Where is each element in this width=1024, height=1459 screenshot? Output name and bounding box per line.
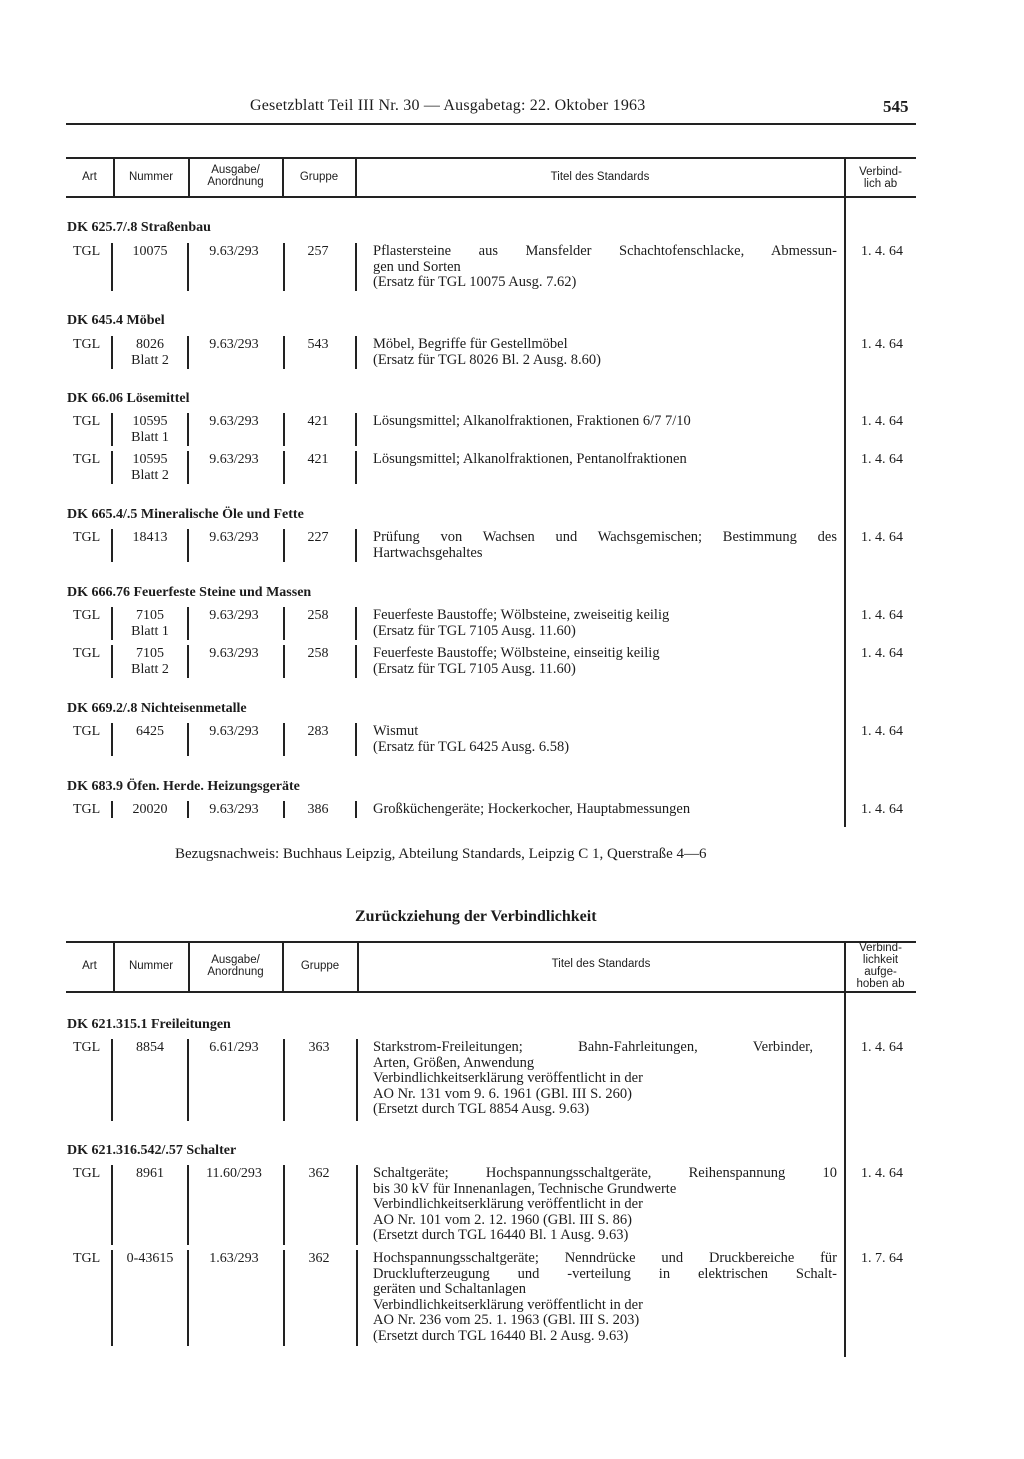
cell-titel: Pflastersteine aus Mansfelder Schachtofenschlacke, Abmessun- gen und Sorten (Ersatz für TGL 10075 Ausg. 7.62) — [373, 243, 837, 290]
table2-header-bottom-rule — [66, 991, 916, 993]
cell-art: TGL — [73, 452, 101, 467]
cell-nummer: 10075 — [132, 244, 168, 259]
header-rule — [66, 123, 916, 125]
cell-gruppe: 283 — [307, 724, 329, 739]
cell-gruppe: 362 — [308, 1166, 330, 1181]
cell-nummer: 10595 Blatt 1 — [131, 414, 169, 445]
cell-ab: 1. 4. 64 — [861, 530, 903, 545]
running-header: Gesetzblatt Teil III Nr. 30 — Ausgabetag: 22. Oktober 1963 — [250, 97, 646, 114]
cell-ab: 1. 4. 64 — [861, 608, 903, 623]
cell-ausgabe: 9.63/293 — [209, 452, 259, 467]
cell-ausgabe: 9.63/293 — [209, 244, 259, 259]
section-heading: DK 665.4/.5 Mineralische Öle und Fette — [67, 507, 304, 522]
col-titel: Titel des Standards — [551, 958, 651, 970]
cell-gruppe: 386 — [307, 802, 329, 817]
section-heading: DK 666.76 Feuerfeste Steine und Massen — [67, 585, 312, 600]
cell-ab: 1. 4. 64 — [861, 1166, 903, 1181]
section2-title: Zurückziehung der Verbindlichkeit — [355, 908, 597, 925]
cell-ab: 1. 4. 64 — [861, 452, 903, 467]
cell-nummer: 6425 — [136, 724, 164, 739]
cell-titel: Lösungsmittel; Alkanolfraktionen, Pentanolfraktionen — [373, 451, 687, 467]
cell-art: TGL — [73, 802, 101, 817]
cell-art: TGL — [73, 724, 101, 739]
cell-titel: Starkstrom-Freileitungen; Bahn-Fahrleitungen, Verbinder, Arten, Größen, Anwendung Verbindlichkeitserklärung veröffentlicht in der AO Nr. 131 vom 9. 6. 1961 (GBl. III S. 260) (Ersetzt durch TGL 8854 Ausg. 9.63) — [373, 1039, 813, 1117]
cell-ab: 1. 4. 64 — [861, 1040, 903, 1055]
cell-art: TGL — [73, 244, 101, 259]
cell-nummer: 18413 — [132, 530, 168, 545]
cell-gruppe: 421 — [307, 452, 329, 467]
col-art: Art — [82, 960, 97, 972]
row-divider — [355, 529, 357, 562]
cell-ausgabe: 9.63/293 — [209, 337, 259, 352]
row-divider — [355, 413, 357, 446]
cell-ausgabe: 9.63/293 — [209, 608, 259, 623]
cell-gruppe: 258 — [307, 608, 329, 623]
cell-ab: 1. 4. 64 — [861, 244, 903, 259]
page-number: 545 — [883, 97, 909, 116]
cell-art: TGL — [73, 646, 101, 661]
col-titel: Titel des Standards — [550, 171, 650, 183]
cell-ausgabe: 11.60/293 — [206, 1166, 262, 1181]
cell-gruppe: 421 — [307, 414, 329, 429]
cell-gruppe: 227 — [307, 530, 329, 545]
row-divider — [356, 1250, 358, 1346]
section-heading: DK 621.315.1 Freileitungen — [67, 1017, 231, 1032]
col-verbindlichkeit-aufgehoben: Verbind- lichkeit aufge- hoben ab — [856, 942, 905, 990]
cell-titel: Wismut (Ersatz für TGL 6425 Ausg. 6.58) — [373, 723, 570, 755]
cell-nummer: 7105 Blatt 2 — [131, 646, 169, 677]
cell-ausgabe: 9.63/293 — [209, 646, 259, 661]
cell-ausgabe: 1.63/293 — [209, 1251, 259, 1266]
section-heading: DK 625.7/.8 Straßenbau — [67, 220, 211, 235]
row-divider — [356, 1165, 358, 1245]
cell-titel: Schaltgeräte; Hochspannungsschaltgeräte, Reihenspannung 10 bis 30 kV für Innenanlagen, Technische Grundwerte Verbindlichkeitserklärung veröffentlicht in der AO Nr. 101 vom 2. 12. 1960 (GBl. III S. 86) (Ersetzt durch TGL 16440 Bl. 1 Ausg. 9.63) — [373, 1165, 837, 1243]
cell-ausgabe: 6.61/293 — [209, 1040, 259, 1055]
cell-art: TGL — [73, 608, 101, 623]
section-heading: DK 66.06 Lösemittel — [67, 391, 190, 406]
section-heading: DK 621.316.542/.57 Schalter — [67, 1143, 237, 1158]
row-divider — [355, 336, 357, 369]
section-heading: DK 683.9 Öfen. Herde. Heizungsgeräte — [67, 779, 300, 794]
cell-titel: Großküchengeräte; Hockerkocher, Hauptabmessungen — [373, 801, 691, 817]
cell-nummer: 8854 — [136, 1040, 164, 1055]
row-divider — [355, 243, 357, 291]
cell-gruppe: 362 — [308, 1251, 330, 1266]
cell-ab: 1. 4. 64 — [861, 414, 903, 429]
col-nummer: Nummer — [128, 960, 174, 972]
cell-nummer: 7105 Blatt 1 — [131, 608, 169, 639]
table2-top-rule — [66, 941, 916, 943]
row-divider — [355, 645, 357, 678]
cell-nummer: 8026 Blatt 2 — [131, 337, 169, 368]
cell-ausgabe: 9.63/293 — [209, 802, 259, 817]
cell-titel: Lösungsmittel; Alkanolfraktionen, Fraktionen 6/7 7/10 — [373, 413, 691, 429]
cell-art: TGL — [73, 414, 101, 429]
cell-titel: Prüfung von Wachsen und Wachsgemischen; Bestimmung des Hartwachsgehaltes — [373, 529, 837, 561]
cell-gruppe: 363 — [308, 1040, 330, 1055]
cell-ab: 1. 4. 64 — [861, 337, 903, 352]
section-heading: DK 669.2/.8 Nichteisenmetalle — [67, 701, 247, 716]
cell-gruppe: 257 — [307, 244, 329, 259]
table1-header-bottom-rule — [66, 196, 916, 198]
col-gruppe: Gruppe — [300, 960, 340, 972]
row-divider — [355, 723, 357, 756]
cell-art: TGL — [73, 1166, 101, 1181]
cell-titel: Feuerfeste Baustoffe; Wölbsteine, einseitig keilig (Ersatz für TGL 7105 Ausg. 11.60) — [373, 645, 660, 677]
cell-nummer: 0-43615 — [126, 1251, 174, 1266]
cell-gruppe: 258 — [307, 646, 329, 661]
cell-ausgabe: 9.63/293 — [209, 724, 259, 739]
cell-titel: Feuerfeste Baustoffe; Wölbsteine, zweiseitig keilig (Ersatz für TGL 7105 Ausg. 11.60) — [373, 607, 670, 639]
cell-ab: 1. 4. 64 — [861, 646, 903, 661]
row-divider — [356, 1039, 358, 1121]
cell-nummer: 20020 — [132, 802, 168, 817]
col-art: Art — [82, 171, 97, 183]
row-divider — [355, 801, 357, 818]
col-ausgabe: Ausgabe/ Anordnung — [207, 954, 264, 978]
cell-nummer: 8961 — [136, 1166, 164, 1181]
cell-ab: 1. 4. 64 — [861, 724, 903, 739]
table1-top-rule — [66, 157, 916, 159]
row-divider — [355, 451, 357, 484]
cell-titel: Hochspannungsschaltgeräte; Nenndrücke und Druckbereiche für Drucklufterzeugung und -verteilung in elektrischen Schalt- geräten und Schaltanlagen Verbindlichkeitserklärung veröffentlicht in der AO Nr. 236 vom 25. 1. 1963 (GBl. III S. 203) (Ersetzt durch TGL 16440 Bl. 2 Ausg. 9.63) — [373, 1250, 837, 1344]
section-heading: DK 645.4 Möbel — [67, 313, 165, 328]
cell-ab: 1. 4. 64 — [861, 802, 903, 817]
col-gruppe: Gruppe — [299, 171, 339, 183]
table2-body-divider — [844, 992, 846, 1357]
cell-art: TGL — [73, 337, 101, 352]
cell-titel: Möbel, Begriffe für Gestellmöbel (Ersatz für TGL 8026 Bl. 2 Ausg. 8.60) — [373, 336, 601, 368]
cell-ausgabe: 9.63/293 — [209, 530, 259, 545]
row-divider — [355, 607, 357, 640]
table1-body-divider — [844, 197, 846, 827]
col-ausgabe: Ausgabe/ Anordnung — [207, 164, 264, 188]
cell-gruppe: 543 — [307, 337, 329, 352]
col-nummer: Nummer — [128, 171, 174, 183]
cell-art: TGL — [73, 1251, 101, 1266]
cell-art: TGL — [73, 530, 101, 545]
col-verbindlich-ab: Verbind- lich ab — [859, 166, 902, 190]
cell-nummer: 10595 Blatt 2 — [131, 452, 169, 483]
bezugsnachweis: Bezugsnachweis: Buchhaus Leipzig, Abteilung Standards, Leipzig C 1, Querstraße 4—6 — [175, 846, 707, 862]
cell-art: TGL — [73, 1040, 101, 1055]
cell-ab: 1. 7. 64 — [861, 1251, 903, 1266]
cell-ausgabe: 9.63/293 — [209, 414, 259, 429]
